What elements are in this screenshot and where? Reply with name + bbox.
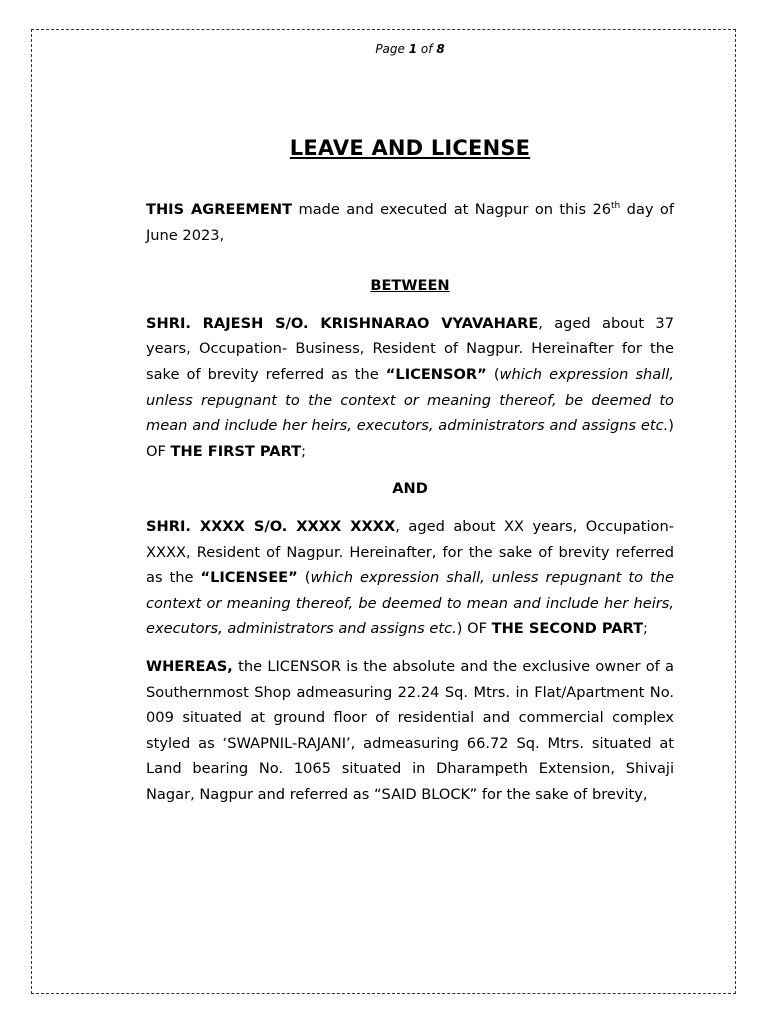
document-title: LEAVE AND LICENSE: [289, 136, 531, 160]
whereas-text: the LICENSOR is the absolute and the exclusive owner of a Southernmost Shop admeasuring 22.24 Sq. Mtrs. in Flat/Apartment No. 009 situated at ground floor of residential and commercial complex styled as ‘SWAPNIL-RAJANI’, admeasuring 66.72 Sq. Mtrs. situated at Land bearing No. 1065 situated in Dharampeth Extension, Shivaji Nagar, Nagpur and referred as “SAID BLOCK” for the sake of brevity,: [146, 657, 674, 803]
licensee-role: “LICENSEE”: [200, 569, 298, 587]
page-label: Page: [375, 42, 405, 56]
licensor-name: SHRI. RAJESH S/O. KRISHNARAO VYAVAHARE: [146, 314, 539, 332]
licensor-part: THE FIRST PART: [170, 442, 302, 460]
document-body: [146, 197, 674, 807]
licensor-paragraph: [146, 311, 674, 465]
and-heading: AND: [392, 480, 428, 498]
intro-bold: THIS AGREEMENT: [146, 201, 293, 218]
intro-text-end: day of June 2023,: [146, 201, 674, 244]
licensee-part: THE SECOND PART: [491, 620, 644, 638]
licensor-role: “LICENSOR”: [385, 365, 487, 383]
licensee-italic: which expression shall, unless repugnant to the context or meaning thereof, be deemed to mean and include her heirs, executors, administrators and assigns etc.: [146, 569, 674, 638]
intro-paragraph: [146, 197, 674, 248]
licensee-paren-open: (: [297, 569, 311, 587]
licensee-paren-close: ) OF: [456, 620, 492, 638]
intro-text: made and executed at Nagpur on this 26: [292, 201, 612, 218]
intro-sup: th: [611, 201, 621, 211]
licensor-italic: which expression shall, unless repugnant to the context or meaning thereof, be deemed to mean and include her heirs, executors, administrators and assigns etc.: [146, 365, 675, 435]
between-heading: BETWEEN: [370, 277, 450, 295]
page-number: [0, 42, 768, 56]
licensee-end: ;: [643, 620, 648, 638]
whereas-bold: WHEREAS,: [146, 657, 233, 675]
licensor-end: ;: [301, 442, 307, 460]
licensee-name: SHRI. XXXX S/O. XXXX XXXX: [146, 517, 396, 535]
licensee-paragraph: [146, 514, 674, 642]
page-of: of: [420, 42, 433, 56]
page-total: 8: [436, 42, 445, 56]
licensor-text: , aged about 37 years, Occupation- Business, Resident of Nagpur. Hereinafter for the sake of brevity referred as the: [146, 314, 674, 383]
whereas-paragraph: [146, 654, 674, 808]
page-current: 1: [408, 42, 418, 56]
licensee-text: , aged about XX years, Occupation-XXXX, Resident of Nagpur. Hereinafter, for the sake of brevity referred as the: [146, 517, 675, 587]
licensor-paren-close: ) OF: [146, 417, 674, 460]
licensor-paren-open: (: [486, 365, 500, 383]
